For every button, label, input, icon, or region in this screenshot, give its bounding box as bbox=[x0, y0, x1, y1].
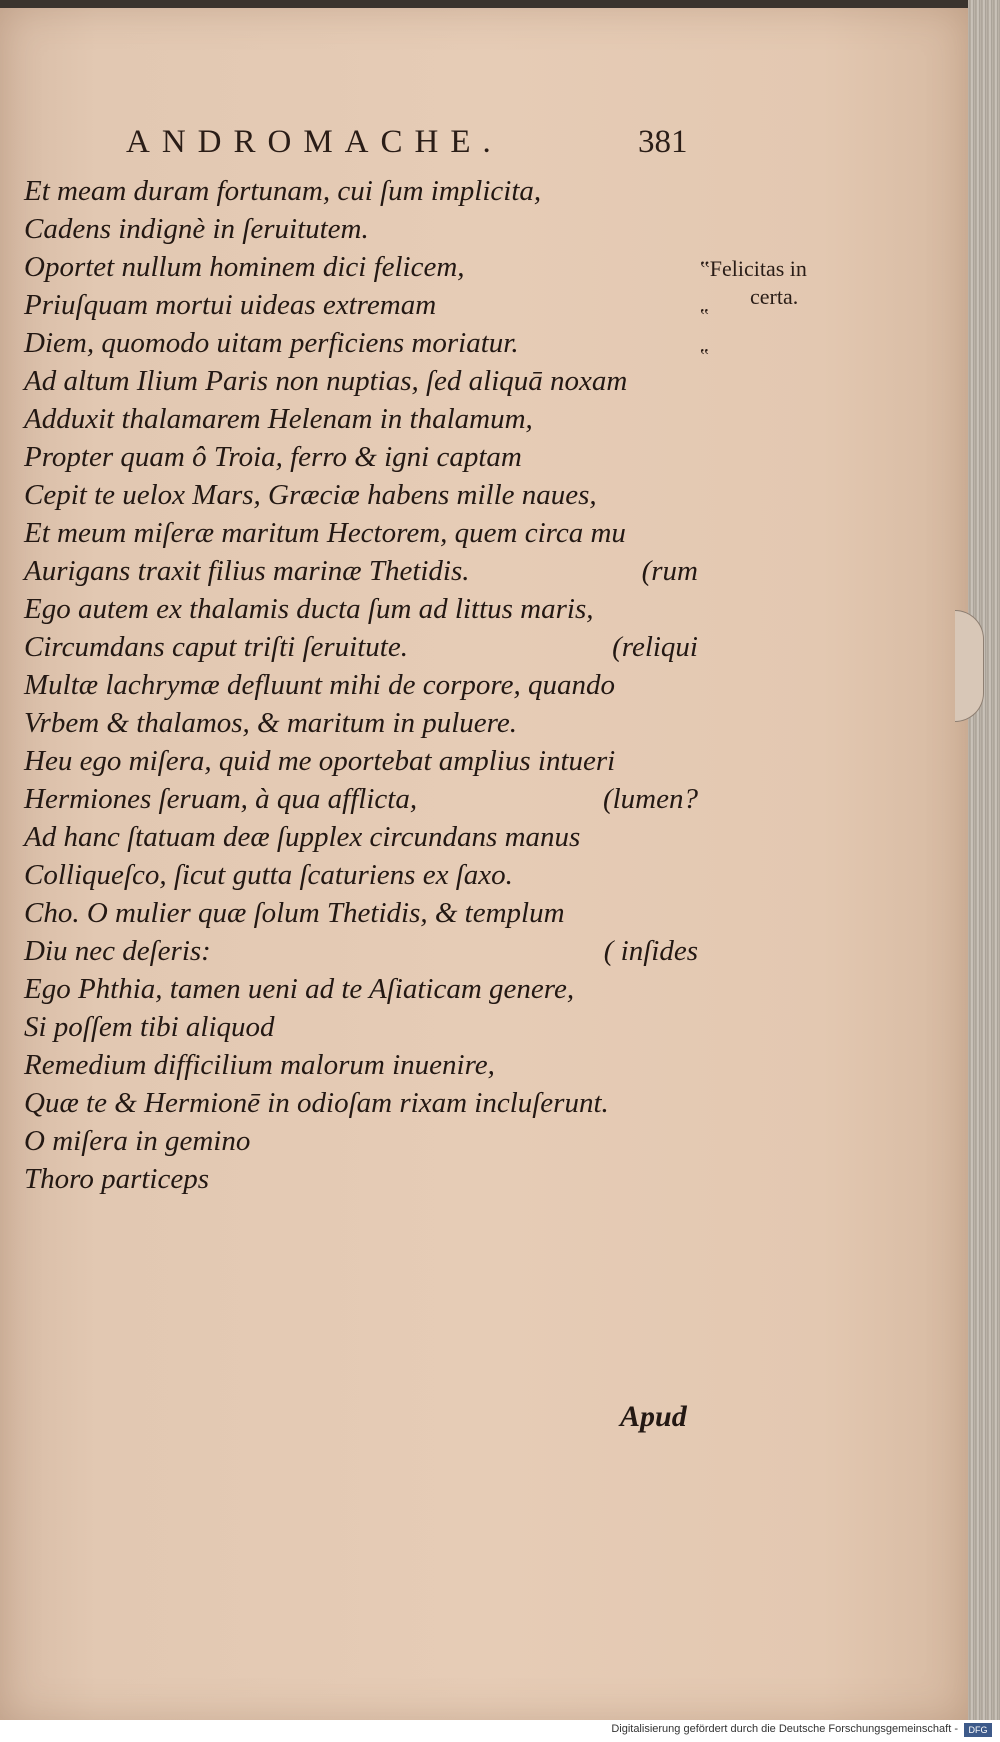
margin-quote-mark: ‟ bbox=[700, 345, 709, 367]
verse-line-text: Quæ te & Hermionē in odioſam rixam incluſerunt. bbox=[24, 1087, 609, 1119]
page-edges bbox=[968, 0, 1000, 1730]
verse-line-text: Thoro particeps bbox=[24, 1163, 210, 1195]
verse-line-text: Aurigans traxit filius marinæ Thetidis. bbox=[24, 555, 470, 587]
verse-line bbox=[24, 780, 714, 818]
verse-line-text: Cadens indignè in ſeruitutem. bbox=[24, 213, 369, 245]
verse-line bbox=[24, 172, 714, 210]
verse-line bbox=[24, 1008, 714, 1046]
verse-line-turnover: (reliqui bbox=[612, 631, 698, 663]
verse-line-text: Cho. O mulier quæ ſolum Thetidis, & templum bbox=[24, 897, 565, 929]
margin-note-line: ‟Felicitas in bbox=[700, 256, 807, 281]
verse-line-text: Hermiones ſeruam, à qua afflicta, bbox=[24, 783, 418, 815]
verse-line-turnover: (rum bbox=[641, 555, 698, 587]
verse-line bbox=[24, 286, 714, 324]
dfg-logo: DFG bbox=[964, 1723, 992, 1737]
verse-line-text: Propter quam ô Troia, ferro & igni captam bbox=[24, 441, 522, 473]
verse-line-text: Remedium difficilium malorum inuenire, bbox=[24, 1049, 495, 1081]
verse-line-text: Colliqueſco, ſicut gutta ſcaturiens ex ſaxo. bbox=[24, 859, 513, 891]
verse-line bbox=[24, 476, 714, 514]
verse-line-text: Cepit te uelox Mars, Græciæ habens mille naues, bbox=[24, 479, 597, 511]
verse-line bbox=[24, 400, 714, 438]
verse-line bbox=[24, 552, 714, 590]
margin-quote-mark: ‟ bbox=[700, 305, 709, 327]
verse-line-text: Diem, quomodo uitam perficiens moriatur. bbox=[24, 327, 519, 359]
verse-line-text: Ego Phthia, tamen ueni ad te Aſiaticam genere, bbox=[24, 973, 575, 1005]
verse-line bbox=[24, 1122, 714, 1160]
verse-line bbox=[24, 856, 714, 894]
verse-line-text: Priuſquam mortui uideas extremam bbox=[24, 289, 437, 321]
verse-line bbox=[24, 704, 714, 742]
verse-line-turnover: (lumen? bbox=[602, 783, 698, 815]
verse-line-text: O miſera in gemino bbox=[24, 1125, 251, 1157]
verse-line bbox=[24, 438, 714, 476]
verse-line bbox=[24, 1046, 714, 1084]
verse-line-text: Ego autem ex thalamis ducta ſum ad littus maris, bbox=[24, 593, 594, 625]
verse-line bbox=[24, 666, 714, 704]
verse-line bbox=[24, 932, 714, 970]
digitization-credit: Digitalisierung gefördert durch die Deutsche Forschungsgemeinschaft - bbox=[611, 1723, 958, 1735]
verse-line bbox=[24, 514, 714, 552]
verse-line-text: Adduxit thalamarem Helenam in thalamum, bbox=[24, 403, 533, 435]
verse-line-text: Si poſſem tibi aliquod bbox=[24, 1011, 275, 1043]
page-tab bbox=[955, 610, 984, 722]
verse-line bbox=[24, 210, 714, 248]
verse-line bbox=[24, 324, 714, 362]
verse-line bbox=[24, 1084, 714, 1122]
verse-line bbox=[24, 894, 714, 932]
verse-line-text: Et meum miſeræ maritum Hectorem, quem circa mu bbox=[24, 517, 626, 549]
verse-line bbox=[24, 742, 714, 780]
verse-line-text: Ad hanc ſtatuam deæ ſupplex circundans manus bbox=[24, 821, 581, 853]
verse-line-text: Et meam duram fortunam, cui ſum implicita, bbox=[24, 175, 542, 207]
verse-line-text: Multæ lachrymæ defluunt mihi de corpore, quando bbox=[24, 669, 615, 701]
verse-line-text: Heu ego miſera, quid me oportebat amplius intueri bbox=[24, 745, 616, 777]
verse-line bbox=[24, 970, 714, 1008]
verse-line-turnover: ( inſides bbox=[603, 935, 698, 967]
verse-line bbox=[24, 248, 714, 286]
verse-text-block bbox=[24, 172, 714, 1198]
verse-line bbox=[24, 590, 714, 628]
verse-line-text: Vrbem & thalamos, & maritum in puluere. bbox=[24, 707, 517, 739]
margin-note-line: certa. bbox=[750, 284, 799, 309]
verse-line-text: Oportet nullum hominem dici felicem, bbox=[24, 251, 465, 283]
verse-line-text: Circumdans caput triſti ſeruitute. bbox=[24, 631, 408, 663]
verse-line bbox=[24, 1160, 714, 1198]
margin-note bbox=[700, 255, 807, 311]
running-head: ANDROMACHE. bbox=[126, 124, 503, 160]
verse-line-text: Diu nec deſeris: bbox=[24, 935, 211, 967]
page-number: 381 bbox=[638, 124, 688, 160]
verse-line bbox=[24, 362, 714, 400]
catchword: Apud bbox=[620, 1400, 687, 1433]
verse-line-text: Ad altum Ilium Paris non nuptias, ſed aliquā noxam bbox=[24, 365, 628, 397]
verse-line bbox=[24, 628, 714, 666]
verse-line bbox=[24, 818, 714, 856]
